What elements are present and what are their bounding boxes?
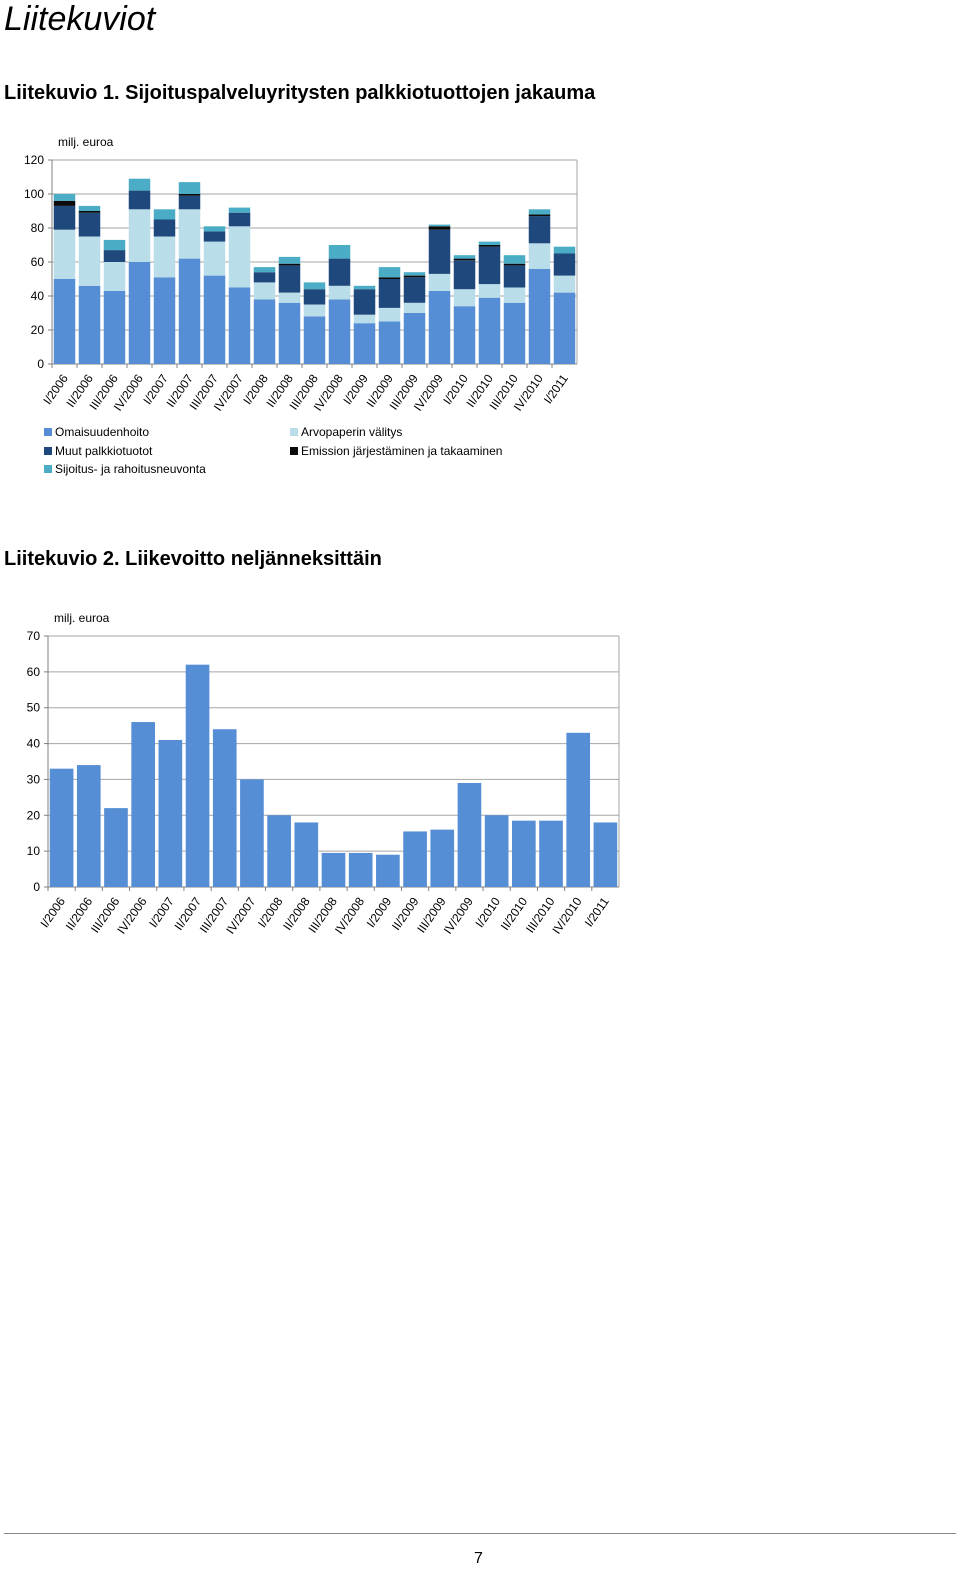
bar-segment — [554, 247, 576, 254]
bar-segment — [229, 208, 251, 213]
bar-segment — [129, 179, 151, 191]
x-tick-label: IV/2010 — [549, 894, 585, 937]
page-heading: Liitekuviot — [4, 0, 156, 38]
bar-segment — [504, 265, 526, 287]
bar-segment — [304, 316, 326, 364]
x-tick-label: II/2009 — [363, 371, 396, 410]
bar-segment — [454, 289, 476, 306]
bar — [240, 779, 264, 887]
y-tick-label: 60 — [26, 664, 40, 679]
y-axis-label: milj. euroa — [58, 135, 114, 149]
bar — [458, 783, 482, 887]
bar-segment — [529, 269, 551, 364]
legend-label: Sijoitus- ja rahoitusneuvonta — [55, 462, 206, 476]
bar-segment — [529, 216, 551, 243]
bar-segment — [329, 286, 351, 300]
x-tick-label: I/2009 — [340, 371, 371, 408]
bar — [376, 855, 400, 887]
x-tick-label: I/2011 — [540, 371, 571, 407]
bar-segment — [79, 237, 101, 286]
bar-segment — [379, 279, 401, 308]
bar-segment — [204, 242, 226, 276]
y-tick-label: 20 — [26, 808, 40, 823]
bar-segment — [229, 288, 251, 365]
x-tick-label: II/2009 — [389, 894, 422, 933]
bar-segment — [304, 305, 326, 317]
bar-segment — [404, 272, 426, 275]
x-tick-label: IV/2006 — [114, 894, 150, 937]
x-tick-label: I/2006 — [40, 371, 71, 408]
bar-segment — [229, 213, 251, 227]
bar-segment — [204, 276, 226, 364]
bar-segment — [79, 211, 101, 213]
x-tick-label: IV/2010 — [510, 371, 546, 414]
bar-segment — [154, 220, 176, 237]
x-tick-label: I/2008 — [254, 894, 286, 931]
x-tick-label: IV/2007 — [223, 894, 259, 937]
bar — [594, 822, 618, 887]
bar-segment — [529, 243, 551, 268]
legend-label: Emission järjestäminen ja takaaminen — [301, 444, 503, 458]
bar-segment — [429, 230, 451, 274]
y-tick-label: 120 — [23, 153, 44, 167]
y-tick-label: 80 — [30, 221, 44, 235]
bar-segment — [54, 206, 76, 230]
y-tick-label: 40 — [26, 736, 40, 751]
bar-segment — [454, 255, 476, 258]
bar-segment — [104, 240, 126, 250]
bar-segment — [254, 299, 276, 364]
bar-segment — [54, 201, 76, 206]
x-tick-label: III/2008 — [305, 894, 340, 936]
bar — [294, 822, 318, 887]
bar-segment — [379, 277, 401, 279]
bar-segment — [229, 226, 251, 287]
bar-segment — [54, 279, 76, 364]
bar-segment — [329, 245, 351, 259]
bar — [403, 831, 427, 887]
x-tick-label: II/2008 — [263, 371, 296, 410]
y-axis-label: milj. euroa — [54, 611, 110, 625]
x-tick-label: I/2007 — [140, 371, 171, 408]
x-tick-label: III/2010 — [486, 371, 521, 413]
bar-segment — [154, 277, 176, 364]
x-tick-label: II/2006 — [62, 894, 96, 933]
bar — [566, 733, 590, 887]
bar-segment — [279, 264, 301, 266]
legend-label: Arvopaperin välitys — [301, 425, 403, 439]
bar-segment — [429, 274, 451, 291]
bar-segment — [404, 313, 426, 364]
bar-segment — [329, 259, 351, 286]
bar-segment — [179, 194, 201, 196]
bar — [512, 821, 536, 887]
x-tick-label: I/2007 — [146, 894, 177, 931]
bar-segment — [504, 255, 526, 264]
x-tick-label: I/2011 — [581, 894, 612, 930]
bar-segment — [479, 247, 501, 284]
bar-segment — [204, 226, 226, 231]
bar-segment — [504, 303, 526, 364]
bar — [50, 769, 74, 887]
bar-segment — [454, 259, 476, 261]
bar — [159, 740, 183, 887]
bar-segment — [304, 289, 326, 304]
x-tick-label: III/2007 — [196, 894, 232, 936]
bar — [322, 853, 346, 887]
x-tick-label: II/2006 — [63, 371, 96, 410]
x-tick-label: I/2010 — [440, 371, 471, 408]
bar-segment — [379, 322, 401, 365]
figure-2-caption: Liitekuvio 2. Liikevoitto neljänneksittäin — [4, 548, 382, 570]
bar-segment — [129, 191, 151, 210]
bar-segment — [54, 194, 76, 201]
x-tick-label: IV/2006 — [110, 371, 146, 414]
x-tick-label: IV/2009 — [410, 371, 446, 414]
bar-segment — [479, 245, 501, 247]
y-tick-label: 40 — [30, 289, 44, 303]
bar-segment — [79, 286, 101, 364]
y-tick-label: 20 — [30, 323, 44, 337]
footer-divider — [4, 1533, 956, 1534]
bar-segment — [554, 276, 576, 293]
y-tick-label: 30 — [26, 772, 40, 787]
bar-segment — [429, 225, 451, 227]
bar-segment — [129, 262, 151, 364]
bar-segment — [254, 272, 276, 282]
bar-segment — [529, 209, 551, 214]
bar-segment — [354, 289, 376, 315]
bar — [186, 665, 210, 887]
bar-segment — [279, 293, 301, 303]
x-tick-label: IV/2008 — [331, 894, 368, 937]
bar-segment — [404, 277, 426, 303]
bar-segment — [504, 288, 526, 303]
bar-segment — [504, 264, 526, 266]
bar-segment — [279, 265, 301, 292]
y-tick-label: 10 — [26, 844, 40, 859]
bar-segment — [154, 237, 176, 278]
y-tick-label: 100 — [23, 187, 44, 201]
y-tick-label: 50 — [26, 700, 40, 715]
fee-income-stacked-bar-chart — [0, 125, 620, 485]
bar — [104, 808, 128, 887]
legend-label: Muut palkkiotuotot — [55, 444, 153, 458]
bar-segment — [179, 259, 201, 364]
bar-segment — [279, 257, 301, 264]
bar-segment — [529, 214, 551, 216]
x-tick-label: I/2009 — [363, 894, 395, 931]
bar-segment — [354, 286, 376, 289]
legend-swatch — [290, 447, 298, 455]
y-tick-label: 70 — [26, 629, 40, 643]
x-tick-label: I/2008 — [240, 371, 271, 408]
bar-segment — [429, 291, 451, 364]
bar-segment — [379, 308, 401, 322]
x-tick-label: I/2010 — [472, 894, 504, 931]
bar-segment — [104, 250, 126, 262]
legend-swatch — [290, 428, 298, 436]
bar-segment — [179, 209, 201, 258]
bar-segment — [379, 267, 401, 277]
x-tick-label: III/2010 — [523, 894, 558, 936]
bar-segment — [254, 267, 276, 272]
bar-segment — [129, 209, 151, 262]
bar-segment — [79, 206, 101, 211]
bar — [349, 853, 373, 887]
bar-segment — [354, 323, 376, 364]
legend-swatch — [44, 428, 52, 436]
x-tick-label: IV/2009 — [440, 894, 476, 937]
bar-segment — [554, 293, 576, 364]
x-tick-label: I/2006 — [37, 894, 69, 931]
bar — [539, 821, 563, 887]
legend-swatch — [44, 465, 52, 473]
bar-segment — [279, 303, 301, 364]
bar — [77, 765, 101, 887]
bar-segment — [304, 282, 326, 289]
bar-segment — [54, 230, 76, 279]
bar-segment — [479, 284, 501, 298]
bar-segment — [204, 231, 226, 241]
bar — [430, 830, 454, 887]
bar-segment — [79, 213, 101, 237]
x-tick-label: II/2010 — [463, 371, 496, 410]
y-tick-label: 60 — [30, 255, 44, 269]
x-tick-label: III/2009 — [414, 894, 449, 936]
bar-segment — [404, 276, 426, 278]
y-tick-label: 0 — [33, 880, 40, 894]
bar-segment — [429, 226, 451, 229]
x-tick-label: IV/2007 — [210, 371, 246, 414]
bar-segment — [454, 260, 476, 289]
x-tick-label: III/2008 — [286, 371, 321, 413]
y-tick-label: 0 — [37, 357, 44, 371]
bar-segment — [354, 315, 376, 324]
bar-segment — [104, 262, 126, 291]
x-tick-label: III/2006 — [88, 894, 123, 936]
bar-segment — [329, 299, 351, 364]
x-tick-label: II/2008 — [280, 894, 313, 933]
bar-segment — [104, 291, 126, 364]
bar-segment — [404, 303, 426, 313]
operating-profit-bar-chart — [0, 600, 660, 950]
bar-segment — [479, 242, 501, 245]
legend-label: Omaisuudenhoito — [55, 425, 150, 439]
x-tick-label: IV/2008 — [310, 371, 346, 414]
x-tick-label: II/2007 — [171, 894, 205, 933]
bar-segment — [554, 254, 576, 276]
bar — [267, 815, 291, 887]
x-tick-label: II/2007 — [163, 371, 196, 410]
x-tick-label: II/2010 — [497, 894, 531, 933]
bar — [131, 722, 155, 887]
legend-swatch — [44, 447, 52, 455]
bar — [213, 729, 237, 887]
x-tick-label: III/2007 — [186, 371, 221, 413]
bar — [485, 815, 509, 887]
bar-segment — [254, 282, 276, 299]
bar-segment — [154, 209, 176, 219]
bar-segment — [479, 298, 501, 364]
x-tick-label: III/2009 — [386, 371, 421, 413]
page-number: 7 — [474, 1550, 483, 1567]
figure-1-caption: Liitekuvio 1. Sijoituspalveluyritysten palkkiotuottojen jakauma — [4, 82, 596, 104]
bar-segment — [454, 306, 476, 364]
bar-segment — [179, 182, 201, 194]
x-tick-label: III/2006 — [86, 371, 121, 413]
bar-segment — [179, 196, 201, 210]
